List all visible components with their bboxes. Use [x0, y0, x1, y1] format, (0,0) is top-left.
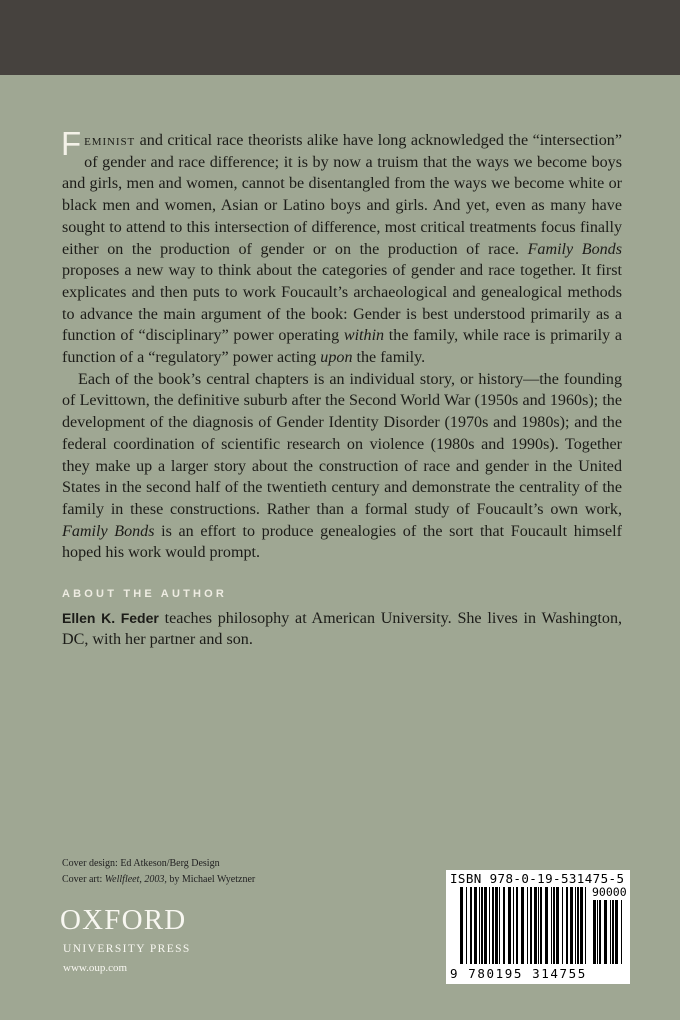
barcode-bar	[499, 887, 500, 964]
back-cover-text	[61, 125, 623, 651]
barcode-bar	[599, 900, 601, 964]
barcode-bar	[466, 887, 467, 964]
barcode-bar	[484, 887, 487, 964]
barcode-bar	[470, 887, 472, 964]
barcode-bar	[585, 887, 586, 964]
barcode-bar	[530, 887, 532, 964]
barcode-bar	[566, 887, 568, 964]
top-band	[0, 0, 680, 75]
description-paragraph-2: Each of the book’s central chapters is an individual story, or history—the founding of Levittown, the definitive suburb after the Second World War (1950s and 1960s); the development of the diagnosis of Gender Identity Disorder (1970s and 1980s); and the federal coordination of scientific research on violence (1980s and 1990s). Together they make up a larger story about the construction of race and gender in the United States in the second half of the twentieth century and demonstrate the centrality of the family in these constructions. Rather than a formal study of Foucault’s own work, Family Bonds is an effort to produce genealogies of the sort that Foucault himself hoped his work would prompt.	[62, 370, 622, 562]
barcode-bar	[575, 887, 576, 964]
barcode-bar	[538, 887, 539, 964]
barcode-bar	[593, 900, 596, 964]
drop-cap: F	[61, 125, 82, 162]
barcode-addon-digits: 90000	[592, 885, 627, 899]
barcode-bar	[612, 900, 614, 964]
barcode-bar	[516, 887, 518, 964]
publisher-logo: OXFORD	[60, 904, 187, 936]
barcode-bar	[577, 887, 579, 964]
barcode-digits: 9 780195 314755	[450, 966, 587, 981]
barcode-bar	[481, 887, 483, 964]
about-author-heading: ABOUT THE AUTHOR	[62, 588, 228, 601]
author-name: Ellen K. Feder	[62, 609, 159, 626]
author-bio: Ellen K. Feder teaches philosophy at American University. She lives in Washington, DC, with her partner and son.	[62, 609, 623, 649]
book-title: Family Bonds	[62, 522, 155, 540]
isbn-label: ISBN 978-0-19-531475-5	[450, 871, 625, 886]
barcode-bar	[495, 887, 498, 964]
lead-word: eminist	[84, 132, 136, 149]
barcode-bar	[492, 887, 494, 964]
barcode	[446, 870, 630, 984]
barcode-bar	[508, 887, 511, 964]
barcode-bar	[570, 887, 573, 964]
barcode-bar	[479, 887, 480, 964]
publisher-subtitle: UNIVERSITY PRESS	[63, 943, 191, 955]
barcode-bar	[489, 887, 490, 964]
barcode-bar	[597, 900, 598, 964]
barcode-main-bars	[460, 887, 586, 964]
barcode-bar	[521, 887, 524, 964]
barcode-bar	[551, 887, 552, 964]
barcode-bar	[503, 887, 505, 964]
barcode-bar	[540, 887, 542, 964]
cover-design-credit: Cover design: Ed Atkeson/Berg Design	[62, 858, 220, 869]
cover-art-credit: Cover art: Wellfleet, 2003, by Michael Wyetzner	[62, 874, 256, 885]
barcode-bar	[615, 900, 618, 964]
barcode-bar	[562, 887, 563, 964]
barcode-bar	[556, 887, 559, 964]
barcode-bar	[621, 900, 622, 964]
description-paragraph-1: Feminist and critical race theorists alike have long acknowledged the “intersection” of gender and race difference; it is by now a truism that the ways we become boys and girls, men and women, cannot be disentangled from the ways we become white or black men and women, Asian or Latino boys and girls. And yet, even as many have sought to attend to this intersection of difference, most critical treatments focus finally either on the production of gender or on the production of race. Family Bonds proposes a new way to think about the categories of gender and race together. It first explicates and then puts to work Foucault’s archaeological and genealogical methods to advance the main argument of the book: Gender is best understood primarily as a function of “disciplinary” power operating within the family, while race is primarily a function of a “regulatory” power acting upon the family.	[61, 125, 623, 367]
barcode-bar	[474, 887, 477, 964]
barcode-bar	[580, 887, 583, 964]
publisher-website: www.oup.com	[63, 962, 128, 974]
barcode-addon-bars	[593, 900, 622, 964]
cover-credits	[62, 856, 255, 888]
barcode-bar	[610, 900, 611, 964]
barcode-bar	[545, 887, 548, 964]
barcode-bar	[553, 887, 555, 964]
barcode-bar	[513, 887, 514, 964]
barcode-bar	[604, 900, 607, 964]
book-title: Family Bonds	[527, 240, 622, 258]
barcode-bar	[527, 887, 528, 964]
barcode-bar	[460, 887, 463, 964]
barcode-bar	[534, 887, 537, 964]
